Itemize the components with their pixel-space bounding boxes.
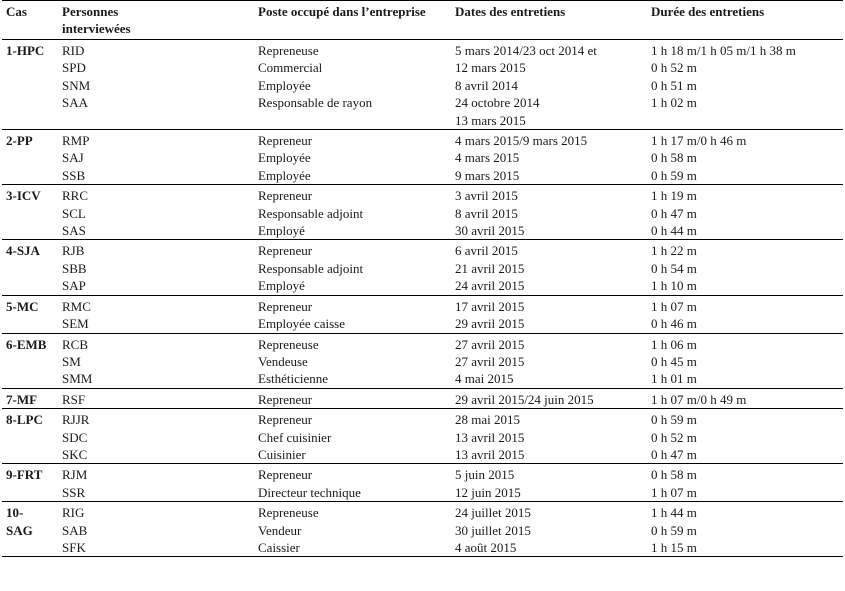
interviewee-codes — [58, 240, 254, 295]
positions — [254, 502, 451, 557]
interview-durations — [647, 409, 843, 464]
interview-durations-line: 0 h 58 m — [651, 150, 697, 166]
positions — [254, 240, 451, 295]
interview-durations-line: 1 h 07 m — [651, 298, 697, 314]
positions — [254, 185, 451, 240]
positions-line: Responsable adjoint — [258, 260, 364, 276]
table-body — [2, 40, 843, 557]
interviewee-codes-line: RSF — [62, 391, 86, 407]
table-row — [2, 409, 843, 464]
positions-line: Chef cuisinier — [258, 429, 332, 445]
positions-line: Employé — [258, 278, 305, 294]
interviewee-codes-line: RJM — [62, 467, 88, 483]
interview-dates-line: 8 avril 2015 — [455, 205, 518, 221]
header-dates: Dates des entretiens — [455, 4, 566, 19]
interview-dates-line: 29 avril 2015 — [455, 316, 525, 332]
table-header — [2, 1, 843, 40]
positions-line: Employé — [258, 223, 305, 239]
interview-durations-line: 1 h 07 m — [651, 484, 697, 500]
positions-line: Employée caisse — [258, 316, 345, 332]
positions-line: Commercial — [258, 60, 323, 76]
interview-dates — [451, 240, 647, 295]
interviewee-codes-line: SAS — [62, 223, 86, 239]
interviewee-codes-line: SNM — [62, 77, 91, 93]
positions-line: Repreneur — [258, 412, 313, 428]
interview-durations — [647, 185, 843, 240]
positions-line: Employée — [258, 77, 311, 93]
interview-dates-line: 4 mars 2015 — [455, 150, 520, 166]
interview-dates-line: 12 mars 2015 — [455, 60, 526, 76]
interview-dates — [451, 295, 647, 333]
positions-line — [258, 112, 447, 129]
interviews-table — [2, 0, 843, 557]
table-row — [2, 40, 843, 130]
interviewee-codes-line: SAB — [62, 522, 88, 538]
positions-line: Esthéticienne — [258, 371, 329, 387]
interview-dates-line: 24 octobre 2014 — [455, 95, 540, 111]
case-id: 4-SJA — [6, 243, 40, 259]
interview-dates-line: 3 avril 2015 — [455, 188, 518, 204]
interviewee-codes — [58, 464, 254, 502]
positions-line: Repreneuse — [258, 505, 319, 521]
interviewee-codes-line: RRC — [62, 188, 89, 204]
interview-durations-line: 1 h 01 m — [651, 371, 697, 387]
interview-durations-line: 0 h 51 m — [651, 77, 697, 93]
interviewee-codes-line: RJJR — [62, 412, 90, 428]
interviewee-codes-line: RMC — [62, 298, 91, 314]
interview-dates-line: 30 avril 2015 — [455, 223, 525, 239]
interview-dates-line: 4 août 2015 — [455, 539, 517, 555]
positions — [254, 464, 451, 502]
interview-durations-line: 1 h 22 m — [651, 243, 697, 259]
interview-dates — [451, 130, 647, 185]
positions-line: Caissier — [258, 539, 300, 555]
interviewee-codes-line: SAP — [62, 278, 86, 294]
interviewee-codes-line: SMM — [62, 371, 93, 387]
positions-line: Employée — [258, 167, 311, 183]
interviewee-codes-line: SEM — [62, 316, 89, 332]
interview-durations-line: 1 h 15 m — [651, 539, 697, 555]
positions-line: Repreneuse — [258, 336, 319, 352]
interview-dates-line: 13 mars 2015 — [455, 112, 526, 128]
interviewee-codes — [58, 502, 254, 557]
header-duree: Durée des entretiens — [651, 4, 765, 19]
positions-line: Responsable adjoint — [258, 205, 364, 221]
interview-durations-line: 1 h 10 m — [651, 278, 697, 294]
header-cas: Cas — [6, 4, 27, 19]
interview-durations-line — [651, 112, 839, 129]
interview-durations-line: 1 h 44 m — [651, 505, 697, 521]
interviewee-codes-line: SAJ — [62, 150, 84, 166]
positions-line: Employée — [258, 150, 311, 166]
interview-durations — [647, 130, 843, 185]
positions-line: Repreneur — [258, 467, 313, 483]
interviewee-codes-line: SAA — [62, 95, 89, 111]
table-row — [2, 388, 843, 408]
interviewee-codes-line: RID — [62, 43, 85, 58]
interview-dates-line: 21 avril 2015 — [455, 260, 525, 276]
interview-dates-line: 12 juin 2015 — [455, 484, 521, 500]
positions — [254, 409, 451, 464]
interview-dates-line: 13 avril 2015 — [455, 446, 525, 462]
interview-durations-line: 0 h 59 m — [651, 412, 697, 428]
case-id: 6-EMB — [6, 336, 47, 352]
positions-line: Repreneur — [258, 133, 313, 149]
interview-durations-line: 0 h 44 m — [651, 223, 697, 239]
case-id: 8-LPC — [6, 412, 43, 428]
positions — [254, 333, 451, 388]
table-row — [2, 295, 843, 333]
interviewee-codes — [58, 295, 254, 333]
interview-dates-line: 27 avril 2015 — [455, 336, 525, 352]
interview-durations-line: 0 h 47 m — [651, 205, 697, 221]
interview-durations — [647, 333, 843, 388]
interview-dates — [451, 185, 647, 240]
positions — [254, 295, 451, 333]
positions-line: Vendeur — [258, 522, 302, 538]
interview-durations-line: 0 h 58 m — [651, 467, 697, 483]
interview-durations-line: 1 h 06 m — [651, 336, 697, 352]
interview-durations-line: 0 h 47 m — [651, 446, 697, 462]
positions-line: Vendeuse — [258, 353, 308, 369]
interview-durations-line: 1 h 19 m — [651, 188, 697, 204]
interview-durations — [647, 295, 843, 333]
positions-line: Responsable de rayon — [258, 95, 373, 111]
table-row — [2, 502, 843, 557]
interview-durations-line: 0 h 52 m — [651, 60, 697, 76]
interviewee-codes-line: RJB — [62, 243, 85, 259]
interviewee-codes-line: SBB — [62, 260, 87, 276]
positions — [254, 40, 451, 130]
interview-dates — [451, 333, 647, 388]
interview-durations — [647, 388, 843, 408]
table-row — [2, 130, 843, 185]
interview-dates-line: 13 avril 2015 — [455, 429, 525, 445]
interviewee-codes-line: SDC — [62, 429, 88, 445]
interview-dates-line: 24 juillet 2015 — [455, 505, 531, 521]
interviewee-codes — [58, 409, 254, 464]
case-id: 9-FRT — [6, 467, 43, 483]
interview-durations-line: 0 h 59 m — [651, 167, 697, 183]
interview-durations-line: 0 h 59 m — [651, 522, 697, 538]
table-row — [2, 464, 843, 502]
positions-line: Directeur technique — [258, 484, 361, 500]
case-id: 1-HPC — [6, 43, 45, 58]
interview-dates-line: 24 avril 2015 — [455, 278, 525, 294]
interviewee-codes-line: SSB — [62, 167, 86, 183]
positions-line: Repreneur — [258, 243, 313, 259]
interviewee-codes-line: RCB — [62, 336, 89, 352]
interview-durations-line: 1 h 02 m — [651, 95, 697, 111]
case-id: 3-ICV — [6, 188, 41, 204]
case-id: 10- SAG — [6, 505, 33, 538]
interviewee-codes — [58, 388, 254, 408]
interview-dates-line: 29 avril 2015/24 juin 2015 — [455, 391, 594, 407]
case-id: 5-MC — [6, 298, 39, 314]
interview-durations-line: 1 h 18 m/1 h 05 m/1 h 38 m — [651, 43, 796, 58]
positions — [254, 388, 451, 408]
positions-line: Cuisinier — [258, 446, 306, 462]
positions-line: Repreneur — [258, 391, 313, 407]
case-id: 2-PP — [6, 133, 33, 149]
interview-durations-line: 0 h 46 m — [651, 316, 697, 332]
interview-durations — [647, 464, 843, 502]
interview-dates-line: 8 avril 2014 — [455, 77, 518, 93]
interview-dates-line: 6 avril 2015 — [455, 243, 518, 259]
interviewee-codes — [58, 333, 254, 388]
interviewee-codes — [58, 40, 254, 130]
positions — [254, 130, 451, 185]
interview-dates-line: 9 mars 2015 — [455, 167, 520, 183]
interview-durations — [647, 40, 843, 130]
interviewee-codes-line: SSR — [62, 484, 86, 500]
interviewee-codes-line: SFK — [62, 539, 86, 555]
positions-line: Repreneuse — [258, 43, 319, 58]
interviewee-codes-line: RIG — [62, 505, 85, 521]
interviewee-codes-line — [62, 112, 250, 129]
interview-dates — [451, 409, 647, 464]
table-row — [2, 185, 843, 240]
interview-dates — [451, 502, 647, 557]
interviewee-codes-line: SKC — [62, 446, 88, 462]
positions-line: Repreneur — [258, 298, 313, 314]
positions-line: Repreneur — [258, 188, 313, 204]
interview-dates-line: 5 juin 2015 — [455, 467, 515, 483]
interview-dates-line: 17 avril 2015 — [455, 298, 525, 314]
header-personnes: Personnes interviewées — [62, 4, 131, 36]
header-poste: Poste occupé dans l’entreprise — [258, 4, 426, 19]
interview-dates-line: 5 mars 2014/23 oct 2014 et — [455, 43, 597, 58]
interview-dates-line: 4 mai 2015 — [455, 371, 514, 387]
table-row — [2, 240, 843, 295]
interview-durations-line: 1 h 07 m/0 h 49 m — [651, 391, 747, 407]
interview-dates — [451, 40, 647, 130]
interviewee-codes — [58, 130, 254, 185]
interview-durations-line: 0 h 45 m — [651, 353, 697, 369]
interview-durations — [647, 502, 843, 557]
interviewee-codes-line: SPD — [62, 60, 86, 76]
interviewee-codes-line: SCL — [62, 205, 86, 221]
interviewee-codes-line: RMP — [62, 133, 90, 149]
interview-dates-line: 28 mai 2015 — [455, 412, 520, 428]
interview-dates-line: 27 avril 2015 — [455, 353, 525, 369]
interview-durations — [647, 240, 843, 295]
interview-durations-line: 0 h 54 m — [651, 260, 697, 276]
interview-dates-line: 30 juillet 2015 — [455, 522, 531, 538]
interview-dates — [451, 388, 647, 408]
case-id: 7-MF — [6, 391, 38, 407]
interview-durations-line: 0 h 52 m — [651, 429, 697, 445]
interview-dates-line: 4 mars 2015/9 mars 2015 — [455, 133, 588, 149]
interviewee-codes — [58, 185, 254, 240]
interviewee-codes-line: SM — [62, 353, 81, 369]
interview-dates — [451, 464, 647, 502]
table-row — [2, 333, 843, 388]
interview-durations-line: 1 h 17 m/0 h 46 m — [651, 133, 747, 149]
